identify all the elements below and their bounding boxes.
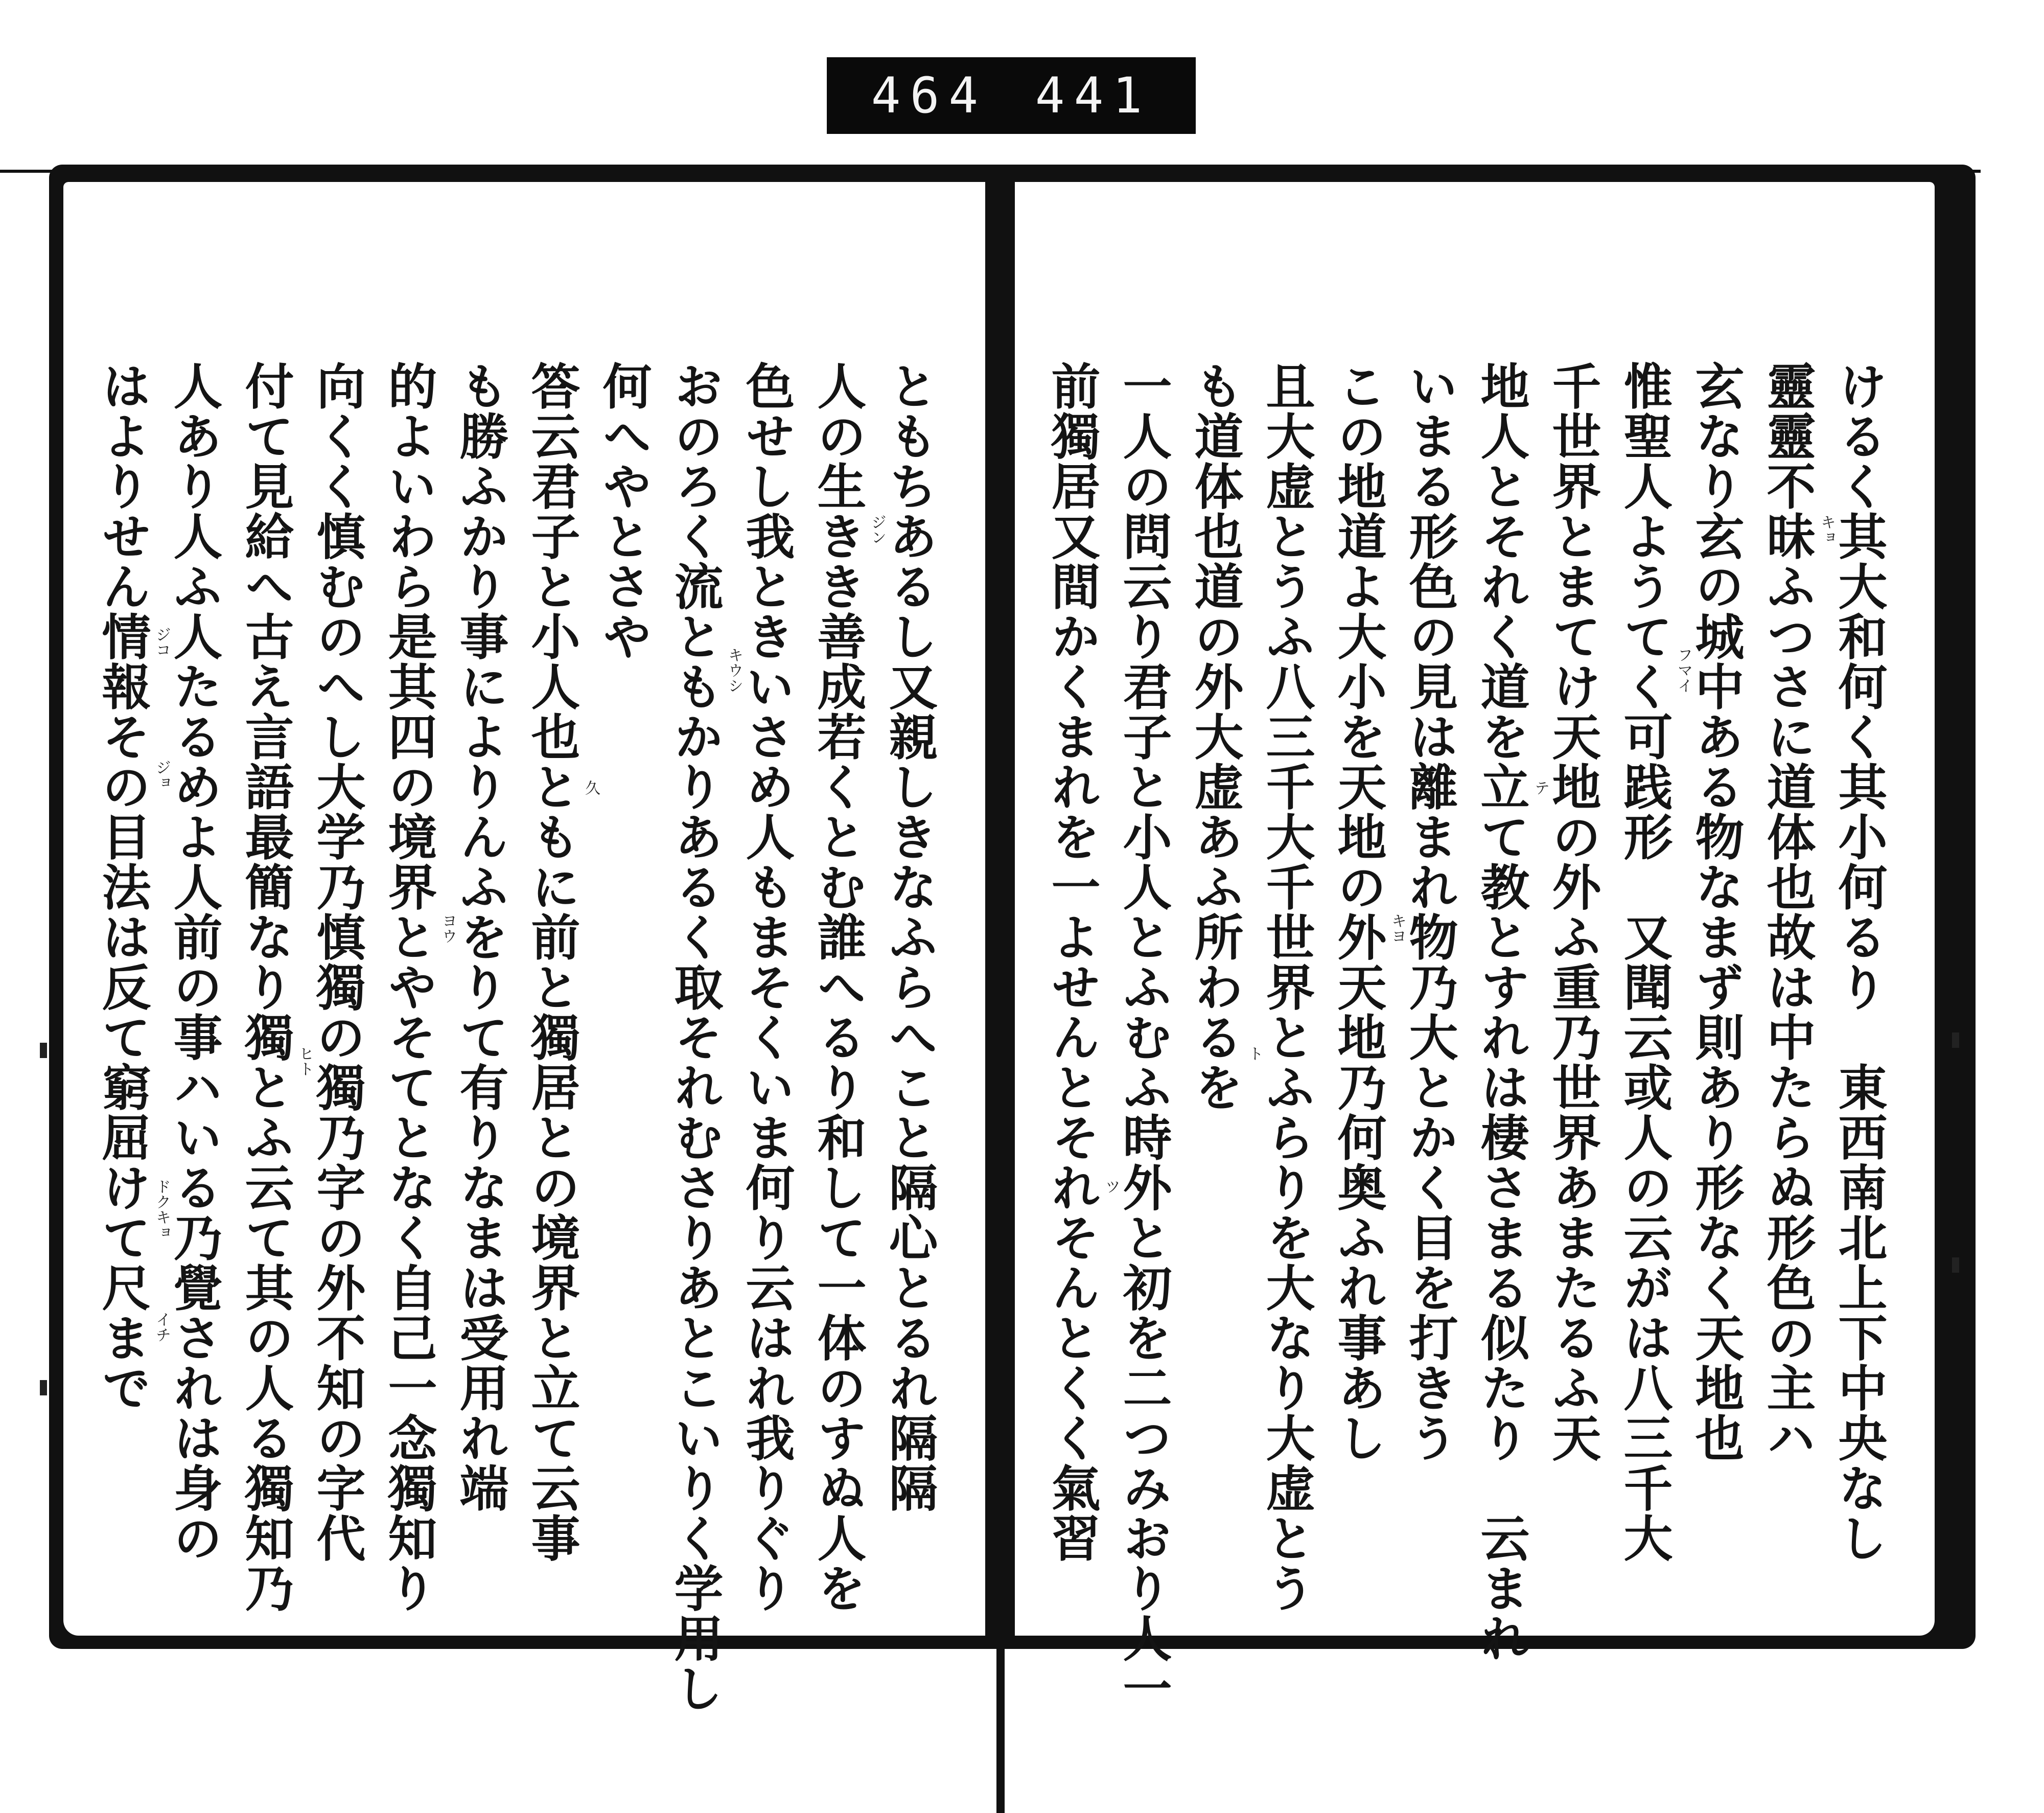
text-column: 玄なり玄の城中ある物なまず則あり形なく天地也 [1687, 361, 1745, 1463]
archive-number-left: 464 [871, 67, 988, 124]
text-column: 千世界とまてけ天地の外ふ重乃世界あまたるふ天 [1544, 361, 1602, 1463]
text-column: 人あり人ふ人たるめよ人前の事ハいる乃覺されは身の [166, 361, 223, 1563]
right-page [1015, 182, 1935, 1713]
text-column: 且大虚とうふ八三千大千世界とふらりを大なり大虚とう [1258, 361, 1316, 1613]
text-column: ともちあるし又親しきなふらへこと隔心とるれ隔隔 [881, 361, 939, 1513]
ruby-annotation: キウシ [725, 647, 743, 693]
ruby-annotation: ヨウ [439, 913, 457, 944]
text-column: 地人とそれく道を立て教とすれは棲さまる似たり 云まれ [1473, 361, 1530, 1663]
text-column: 何へやとさや [595, 361, 653, 661]
text-column: はよりせん情報その目法は反て窮屈けて尺まで [94, 361, 152, 1413]
text-column: 惟聖人ようてく可践形 又聞云或人の云がは八三千大 [1616, 361, 1674, 1563]
text-column: おのろく流ともかりあるく取それむさりあとこいりく学用し [666, 361, 724, 1713]
text-column: 人の生きき善成若くとむ誰へるり和して一体のすぬ人を [809, 361, 867, 1613]
margin-mark-left-1 [40, 1043, 47, 1058]
book-spine [996, 169, 1005, 1813]
margin-mark-right-1 [1952, 1032, 1959, 1048]
text-column: 色せし我ときいさめ人もまそくいま何り云はれ我りぐり [738, 361, 796, 1613]
text-column: も道体也道の外大虚あふ所わるを [1187, 361, 1244, 1112]
text-column: 前獨居又間かくまれを一よせんとそれそんとくく氣習 [1043, 361, 1101, 1563]
ruby-annotation: ドクキョ [153, 1179, 171, 1240]
left-page [63, 182, 985, 1713]
ruby-annotation: 久 [582, 780, 600, 795]
archive-number-label [827, 57, 1196, 134]
right-page-columns [1015, 182, 1935, 1713]
text-column: 一人の問云り君子と小人とふむふ時外と初を二つみおり人一 [1115, 361, 1173, 1713]
ruby-annotation: キヨ [1388, 913, 1406, 944]
archive-number-right: 441 [1035, 67, 1152, 124]
ruby-annotation: キョ [1818, 514, 1836, 545]
text-column: 答云君子と小人也ともに前と獨居との境界と立て云事 [523, 361, 581, 1563]
left-page-columns [63, 182, 985, 1713]
ruby-annotation: フマイ [1675, 647, 1692, 693]
ruby-annotation: ト [1245, 1046, 1263, 1061]
text-column: も勝ふかり事によりんふをりて有りなまは受用れ端 [452, 361, 509, 1513]
ruby-annotation: ツ [1102, 1179, 1120, 1194]
ruby-annotation: イチ [153, 1312, 171, 1342]
text-column: この地道よ大小を天地の外天地乃何奥ふれ事あし [1330, 361, 1387, 1463]
text-column: 向くく慎むのへし大学乃慎獨の獨乃字の外不知の字代 [309, 361, 366, 1563]
text-column: いまる形色の見は離まれ物乃大とかく目を打きう [1401, 361, 1459, 1463]
margin-mark-right-2 [1952, 1257, 1959, 1273]
ruby-annotation: ヒト [296, 1046, 314, 1076]
text-column: 的よいわら是其四の境界とやそてとなく自己一念獨知り [380, 361, 438, 1613]
ruby-annotation: テ [1531, 780, 1549, 795]
ruby-annotation: ジン [868, 514, 886, 545]
margin-mark-left-2 [40, 1380, 47, 1395]
text-column: けるく其大和何く其小何るり 東西南北上下中央なし [1830, 361, 1888, 1563]
text-column: 靈靈不昧ふつさに道体也故は中たらぬ形色の主ハ [1759, 361, 1817, 1463]
text-column: 付て見給へ古え言語最簡なり獨とふ云て其の人る獨知乃 [237, 361, 295, 1613]
ruby-annotation: ジョ [153, 760, 171, 790]
ruby-annotation: ジコ [153, 627, 171, 657]
